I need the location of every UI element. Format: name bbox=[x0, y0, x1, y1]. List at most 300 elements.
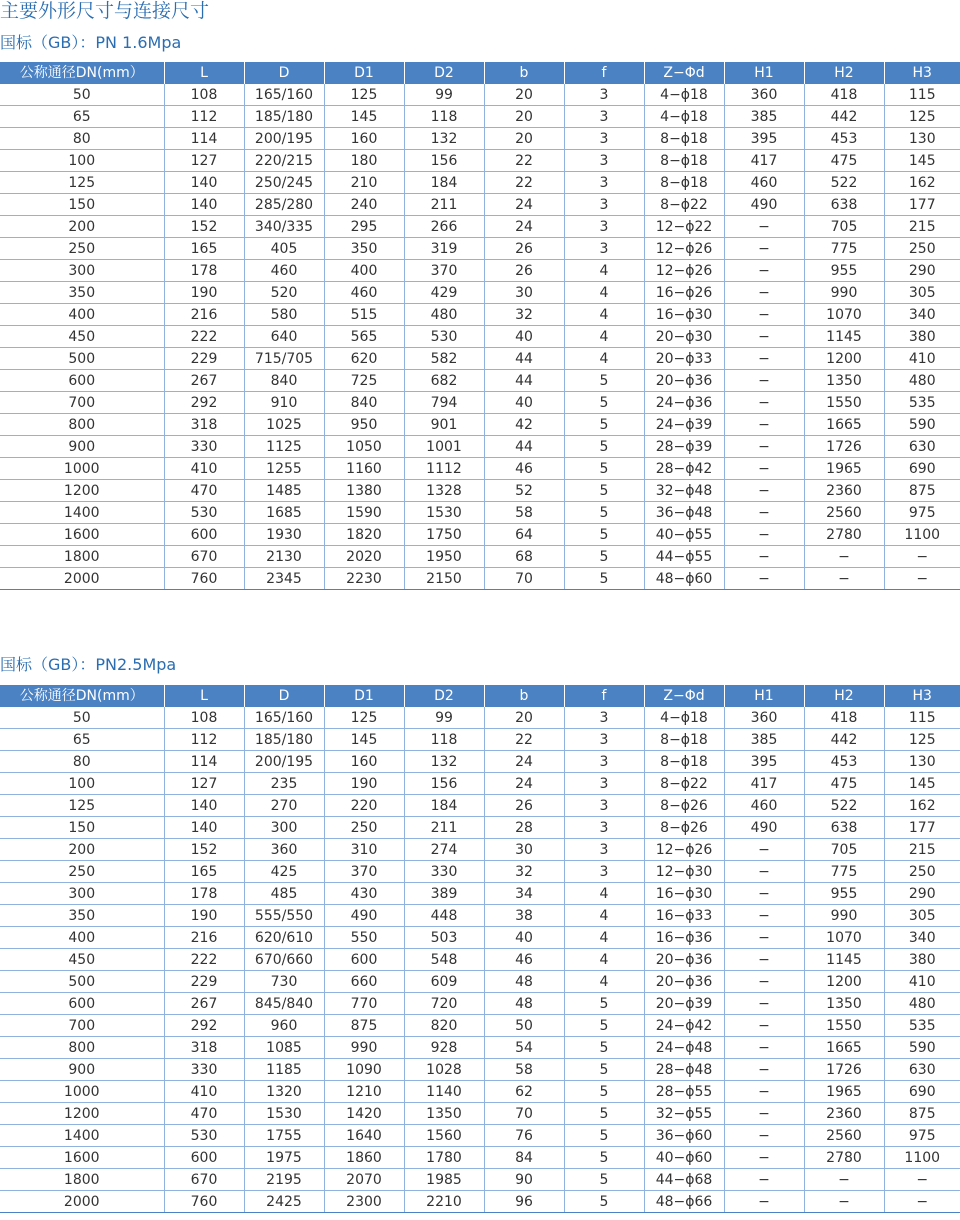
table-cell: 417 bbox=[724, 150, 804, 172]
table-cell: 3 bbox=[564, 238, 644, 260]
table-cell: 40−ϕ60 bbox=[644, 1147, 724, 1169]
table-cell: 3 bbox=[564, 194, 644, 216]
table-cell: 3 bbox=[564, 861, 644, 883]
table-cell: − bbox=[724, 436, 804, 458]
table-cell: 2780 bbox=[804, 524, 884, 546]
table-cell: − bbox=[724, 883, 804, 905]
table-cell: 16−ϕ36 bbox=[644, 927, 724, 949]
table-cell: 485 bbox=[244, 883, 324, 905]
table-cell: 400 bbox=[324, 260, 404, 282]
table-cell: 5 bbox=[564, 370, 644, 392]
table-cell: 910 bbox=[244, 392, 324, 414]
table-cell: 490 bbox=[324, 905, 404, 927]
table-cell: 705 bbox=[804, 216, 884, 238]
table-cell: 20 bbox=[484, 128, 564, 150]
table-cell: 3 bbox=[564, 84, 644, 106]
table-cell: − bbox=[724, 1015, 804, 1037]
table-cell: 1800 bbox=[0, 1169, 164, 1191]
table-cell: 250/245 bbox=[244, 172, 324, 194]
table-cell: 8−ϕ18 bbox=[644, 150, 724, 172]
table-cell: 1140 bbox=[404, 1081, 484, 1103]
table-header-row bbox=[0, 685, 960, 707]
table-cell: 28−ϕ39 bbox=[644, 436, 724, 458]
table-cell: 1550 bbox=[804, 392, 884, 414]
table-cell: 450 bbox=[0, 949, 164, 971]
table-cell: − bbox=[724, 1191, 804, 1213]
table-cell: 380 bbox=[884, 326, 960, 348]
table-cell: − bbox=[724, 1169, 804, 1191]
table-cell: − bbox=[724, 370, 804, 392]
table-cell: 4 bbox=[564, 905, 644, 927]
table-cell: 222 bbox=[164, 326, 244, 348]
table-cell: 28−ϕ42 bbox=[644, 458, 724, 480]
table-cell: 290 bbox=[884, 883, 960, 905]
table-cell: 80 bbox=[0, 751, 164, 773]
table-cell: 1780 bbox=[404, 1147, 484, 1169]
table-row bbox=[0, 861, 960, 883]
table-cell: 395 bbox=[724, 128, 804, 150]
table-cell: 50 bbox=[0, 707, 164, 729]
table-cell: 40 bbox=[484, 927, 564, 949]
table-row bbox=[0, 238, 960, 260]
table-cell: 453 bbox=[804, 751, 884, 773]
table-cell: 26 bbox=[484, 238, 564, 260]
table-cell: − bbox=[724, 524, 804, 546]
column-header: H2 bbox=[804, 62, 884, 84]
table-cell: 125 bbox=[0, 172, 164, 194]
table-cell: 1965 bbox=[804, 1081, 884, 1103]
table-cell: 1200 bbox=[0, 480, 164, 502]
column-header: 公称通径DN(mm） bbox=[0, 62, 164, 84]
table-cell: 215 bbox=[884, 839, 960, 861]
table-cell: 40 bbox=[484, 392, 564, 414]
table-cell: 5 bbox=[564, 1103, 644, 1125]
table-cell: 535 bbox=[884, 392, 960, 414]
table-cell: 58 bbox=[484, 1059, 564, 1081]
table-cell: 475 bbox=[804, 150, 884, 172]
table-cell: 24−ϕ39 bbox=[644, 414, 724, 436]
table-cell: 530 bbox=[164, 1125, 244, 1147]
table-cell: − bbox=[724, 1147, 804, 1169]
table-cell: 8−ϕ18 bbox=[644, 729, 724, 751]
table-cell: 800 bbox=[0, 414, 164, 436]
table-cell: 4 bbox=[564, 326, 644, 348]
table-cell: 28−ϕ55 bbox=[644, 1081, 724, 1103]
table-cell: 211 bbox=[404, 817, 484, 839]
table-cell: 340 bbox=[884, 304, 960, 326]
table-cell: − bbox=[724, 949, 804, 971]
table-cell: 522 bbox=[804, 795, 884, 817]
table-cell: 2425 bbox=[244, 1191, 324, 1213]
table-cell: 418 bbox=[804, 84, 884, 106]
table-cell: 350 bbox=[0, 905, 164, 927]
table-cell: 715/705 bbox=[244, 348, 324, 370]
table-cell: 292 bbox=[164, 392, 244, 414]
table-cell: 162 bbox=[884, 795, 960, 817]
table-cell: 5 bbox=[564, 414, 644, 436]
table-cell: − bbox=[884, 1191, 960, 1213]
table-cell: − bbox=[724, 905, 804, 927]
table-cell: 108 bbox=[164, 84, 244, 106]
table-body bbox=[0, 707, 960, 1213]
table-cell: 165/160 bbox=[244, 707, 324, 729]
table-row bbox=[0, 260, 960, 282]
table-row bbox=[0, 1169, 960, 1191]
table-cell: 330 bbox=[404, 861, 484, 883]
table-cell: 1145 bbox=[804, 326, 884, 348]
table-cell: 190 bbox=[164, 905, 244, 927]
table-cell: − bbox=[724, 839, 804, 861]
table-cell: 178 bbox=[164, 260, 244, 282]
table-cell: 5 bbox=[564, 458, 644, 480]
table-cell: 1112 bbox=[404, 458, 484, 480]
table-cell: 177 bbox=[884, 194, 960, 216]
table-cell: 112 bbox=[164, 106, 244, 128]
table-cell: 1320 bbox=[244, 1081, 324, 1103]
table-cell: 115 bbox=[884, 707, 960, 729]
table-cell: 5 bbox=[564, 480, 644, 502]
table-cell: 760 bbox=[164, 1191, 244, 1213]
column-header: Z−Φd bbox=[644, 685, 724, 707]
table-cell: − bbox=[804, 1169, 884, 1191]
table-cell: 156 bbox=[404, 150, 484, 172]
table-row bbox=[0, 751, 960, 773]
table-cell: 5 bbox=[564, 993, 644, 1015]
table-cell: 140 bbox=[164, 795, 244, 817]
table-cell: 730 bbox=[244, 971, 324, 993]
table-row bbox=[0, 1147, 960, 1169]
table-cell: 12−ϕ26 bbox=[644, 839, 724, 861]
table-cell: 4 bbox=[564, 971, 644, 993]
table-cell: 1025 bbox=[244, 414, 324, 436]
table-cell: 190 bbox=[164, 282, 244, 304]
table-cell: 52 bbox=[484, 480, 564, 502]
table-cell: 185/180 bbox=[244, 729, 324, 751]
table-cell: 1726 bbox=[804, 436, 884, 458]
table-cell: 44 bbox=[484, 348, 564, 370]
table-row bbox=[0, 795, 960, 817]
table-cell: 460 bbox=[324, 282, 404, 304]
table-cell: 1640 bbox=[324, 1125, 404, 1147]
table-cell: 300 bbox=[0, 260, 164, 282]
table-row bbox=[0, 194, 960, 216]
table-cell: 4 bbox=[564, 348, 644, 370]
table-cell: 118 bbox=[404, 729, 484, 751]
table-cell: 1860 bbox=[324, 1147, 404, 1169]
table-cell: 1820 bbox=[324, 524, 404, 546]
table-cell: 442 bbox=[804, 106, 884, 128]
table-row bbox=[0, 568, 960, 590]
table-cell: 590 bbox=[884, 414, 960, 436]
table-cell: 250 bbox=[884, 861, 960, 883]
table-cell: 1070 bbox=[804, 304, 884, 326]
table-cell: 300 bbox=[244, 817, 324, 839]
table-cell: 2560 bbox=[804, 1125, 884, 1147]
table-cell: 160 bbox=[324, 751, 404, 773]
table-cell: 609 bbox=[404, 971, 484, 993]
table-cell: 500 bbox=[0, 348, 164, 370]
table-cell: 453 bbox=[804, 128, 884, 150]
table-cell: 130 bbox=[884, 128, 960, 150]
table-cell: 1000 bbox=[0, 458, 164, 480]
table-cell: 950 bbox=[324, 414, 404, 436]
table-cell: 177 bbox=[884, 817, 960, 839]
table-cell: 600 bbox=[0, 370, 164, 392]
table-cell: 530 bbox=[404, 326, 484, 348]
table-cell: 2130 bbox=[244, 546, 324, 568]
table-cell: 140 bbox=[164, 194, 244, 216]
table-cell: − bbox=[724, 861, 804, 883]
table-row bbox=[0, 971, 960, 993]
table-cell: 180 bbox=[324, 150, 404, 172]
table-cell: 1070 bbox=[804, 927, 884, 949]
table-header-row bbox=[0, 62, 960, 84]
table-cell: 145 bbox=[324, 729, 404, 751]
table-cell: 5 bbox=[564, 1169, 644, 1191]
table-cell: 112 bbox=[164, 729, 244, 751]
table-row bbox=[0, 927, 960, 949]
table-cell: 600 bbox=[164, 524, 244, 546]
table-cell: 460 bbox=[724, 795, 804, 817]
table-cell: 40 bbox=[484, 326, 564, 348]
table-cell: 548 bbox=[404, 949, 484, 971]
table-cell: 62 bbox=[484, 1081, 564, 1103]
table-cell: − bbox=[724, 1081, 804, 1103]
table-cell: 410 bbox=[884, 971, 960, 993]
table-cell: 4−ϕ18 bbox=[644, 106, 724, 128]
table-cell: − bbox=[724, 260, 804, 282]
table-cell: 1000 bbox=[0, 1081, 164, 1103]
table-cell: 5 bbox=[564, 392, 644, 414]
table-cell: 22 bbox=[484, 729, 564, 751]
table-cell: 1965 bbox=[804, 458, 884, 480]
table-cell: 1145 bbox=[804, 949, 884, 971]
table-cell: 36−ϕ48 bbox=[644, 502, 724, 524]
table-cell: − bbox=[724, 348, 804, 370]
table-cell: 2020 bbox=[324, 546, 404, 568]
table-cell: 480 bbox=[884, 993, 960, 1015]
table-cell: 1200 bbox=[0, 1103, 164, 1125]
column-header: H3 bbox=[884, 685, 960, 707]
table-cell: 90 bbox=[484, 1169, 564, 1191]
table-cell: 1985 bbox=[404, 1169, 484, 1191]
table-cell: 800 bbox=[0, 1037, 164, 1059]
table-cell: 1125 bbox=[244, 436, 324, 458]
table-cell: 840 bbox=[244, 370, 324, 392]
table-cell: 30 bbox=[484, 282, 564, 304]
table-cell: 30 bbox=[484, 839, 564, 861]
table-cell: 20 bbox=[484, 84, 564, 106]
table-cell: 2210 bbox=[404, 1191, 484, 1213]
table-cell: 845/840 bbox=[244, 993, 324, 1015]
table-cell: 630 bbox=[884, 436, 960, 458]
table-row bbox=[0, 436, 960, 458]
table-cell: 600 bbox=[0, 993, 164, 1015]
table-cell: 20−ϕ30 bbox=[644, 326, 724, 348]
table-cell: 48−ϕ66 bbox=[644, 1191, 724, 1213]
table-cell: 65 bbox=[0, 729, 164, 751]
table-cell: − bbox=[724, 304, 804, 326]
table-cell: 5 bbox=[564, 1059, 644, 1081]
table-cell: 3 bbox=[564, 106, 644, 128]
table-cell: 26 bbox=[484, 795, 564, 817]
table-row bbox=[0, 1191, 960, 1213]
table-cell: 5 bbox=[564, 1147, 644, 1169]
table-cell: 42 bbox=[484, 414, 564, 436]
table-cell: 250 bbox=[0, 861, 164, 883]
table-cell: 530 bbox=[164, 502, 244, 524]
table-cell: 775 bbox=[804, 861, 884, 883]
table-cell: 76 bbox=[484, 1125, 564, 1147]
column-header: D2 bbox=[404, 685, 484, 707]
table-cell: 5 bbox=[564, 502, 644, 524]
table-cell: 385 bbox=[724, 106, 804, 128]
table-cell: 875 bbox=[324, 1015, 404, 1037]
table-cell: 145 bbox=[884, 150, 960, 172]
table-cell: 70 bbox=[484, 568, 564, 590]
table-cell: 24 bbox=[484, 194, 564, 216]
table-cell: 405 bbox=[244, 238, 324, 260]
table-cell: 770 bbox=[324, 993, 404, 1015]
table-cell: 115 bbox=[884, 84, 960, 106]
table-cell: 2360 bbox=[804, 480, 884, 502]
table-cell: 185/180 bbox=[244, 106, 324, 128]
table-cell: 125 bbox=[324, 84, 404, 106]
table-cell: 1400 bbox=[0, 1125, 164, 1147]
table-cell: 165/160 bbox=[244, 84, 324, 106]
table-cell: 450 bbox=[0, 326, 164, 348]
table-cell: 600 bbox=[164, 1147, 244, 1169]
table-row bbox=[0, 128, 960, 150]
table-row bbox=[0, 414, 960, 436]
table-cell: 22 bbox=[484, 172, 564, 194]
table-cell: 24 bbox=[484, 773, 564, 795]
table-cell: 150 bbox=[0, 817, 164, 839]
table-cell: 152 bbox=[164, 216, 244, 238]
table-cell: 975 bbox=[884, 1125, 960, 1147]
table-row bbox=[0, 1103, 960, 1125]
table-cell: 100 bbox=[0, 773, 164, 795]
table-cell: 1200 bbox=[804, 971, 884, 993]
table-cell: 32 bbox=[484, 304, 564, 326]
table-cell: 503 bbox=[404, 927, 484, 949]
table-cell: 26 bbox=[484, 260, 564, 282]
table-heading-pn16: 国标（GB）：PN 1.6Mpa bbox=[0, 33, 182, 52]
table-cell: − bbox=[884, 546, 960, 568]
table-cell: 900 bbox=[0, 436, 164, 458]
column-header: f bbox=[564, 62, 644, 84]
table-cell: 690 bbox=[884, 1081, 960, 1103]
table-cell: 840 bbox=[324, 392, 404, 414]
table-cell: 50 bbox=[484, 1015, 564, 1037]
table-cell: 900 bbox=[0, 1059, 164, 1081]
table-cell: 250 bbox=[324, 817, 404, 839]
table-cell: 1560 bbox=[404, 1125, 484, 1147]
table-cell: 165 bbox=[164, 238, 244, 260]
table-cell: 430 bbox=[324, 883, 404, 905]
table-cell: 318 bbox=[164, 1037, 244, 1059]
table-cell: 480 bbox=[404, 304, 484, 326]
table-row bbox=[0, 502, 960, 524]
column-header: b bbox=[484, 685, 564, 707]
table-row bbox=[0, 817, 960, 839]
table-cell: 125 bbox=[884, 106, 960, 128]
table-cell: 285/280 bbox=[244, 194, 324, 216]
table-cell: 100 bbox=[0, 150, 164, 172]
table-cell: 470 bbox=[164, 480, 244, 502]
table-cell: 385 bbox=[724, 729, 804, 751]
table-cell: 1665 bbox=[804, 1037, 884, 1059]
table-cell: 84 bbox=[484, 1147, 564, 1169]
table-cell: 1255 bbox=[244, 458, 324, 480]
table-cell: 470 bbox=[164, 1103, 244, 1125]
table-cell: 8−ϕ26 bbox=[644, 795, 724, 817]
column-header: 公称通径DN(mm） bbox=[0, 685, 164, 707]
table-cell: 132 bbox=[404, 751, 484, 773]
table-cell: 1755 bbox=[244, 1125, 324, 1147]
table-row bbox=[0, 993, 960, 1015]
table-cell: − bbox=[724, 1103, 804, 1125]
table-cell: 2780 bbox=[804, 1147, 884, 1169]
table-cell: 48−ϕ60 bbox=[644, 568, 724, 590]
table-cell: 360 bbox=[724, 84, 804, 106]
table-cell: 5 bbox=[564, 524, 644, 546]
table-row bbox=[0, 707, 960, 729]
table-cell: 22 bbox=[484, 150, 564, 172]
table-cell: 1085 bbox=[244, 1037, 324, 1059]
table-cell: 490 bbox=[724, 817, 804, 839]
table-cell: 58 bbox=[484, 502, 564, 524]
table-cell: 2560 bbox=[804, 502, 884, 524]
table-cell: 380 bbox=[884, 949, 960, 971]
table-cell: 54 bbox=[484, 1037, 564, 1059]
table-cell: 990 bbox=[804, 282, 884, 304]
table-cell: 400 bbox=[0, 304, 164, 326]
table-cell: 395 bbox=[724, 751, 804, 773]
table-cell: − bbox=[724, 480, 804, 502]
table-cell: 1600 bbox=[0, 1147, 164, 1169]
table-row bbox=[0, 1081, 960, 1103]
table-row bbox=[0, 458, 960, 480]
table-cell: 250 bbox=[0, 238, 164, 260]
table-cell: 114 bbox=[164, 128, 244, 150]
table-cell: 20 bbox=[484, 106, 564, 128]
table-row bbox=[0, 546, 960, 568]
table-cell: − bbox=[804, 546, 884, 568]
table-cell: 4 bbox=[564, 282, 644, 304]
table-cell: − bbox=[724, 927, 804, 949]
table-cell: 3 bbox=[564, 751, 644, 773]
table-cell: 34 bbox=[484, 883, 564, 905]
table-cell: 114 bbox=[164, 751, 244, 773]
table-cell: 44−ϕ68 bbox=[644, 1169, 724, 1191]
column-header: H1 bbox=[724, 62, 804, 84]
table-cell: 2000 bbox=[0, 568, 164, 590]
table-cell: 165 bbox=[164, 861, 244, 883]
table-row bbox=[0, 729, 960, 751]
table-cell: 20−ϕ36 bbox=[644, 370, 724, 392]
table-cell: 46 bbox=[484, 949, 564, 971]
table-cell: 5 bbox=[564, 546, 644, 568]
table-cell: 48 bbox=[484, 971, 564, 993]
table-cell: 16−ϕ26 bbox=[644, 282, 724, 304]
table-cell: 190 bbox=[324, 773, 404, 795]
table-cell: 3 bbox=[564, 729, 644, 751]
table-cell: 350 bbox=[0, 282, 164, 304]
table-cell: 44 bbox=[484, 436, 564, 458]
table-cell: 310 bbox=[324, 839, 404, 861]
table-cell: 565 bbox=[324, 326, 404, 348]
